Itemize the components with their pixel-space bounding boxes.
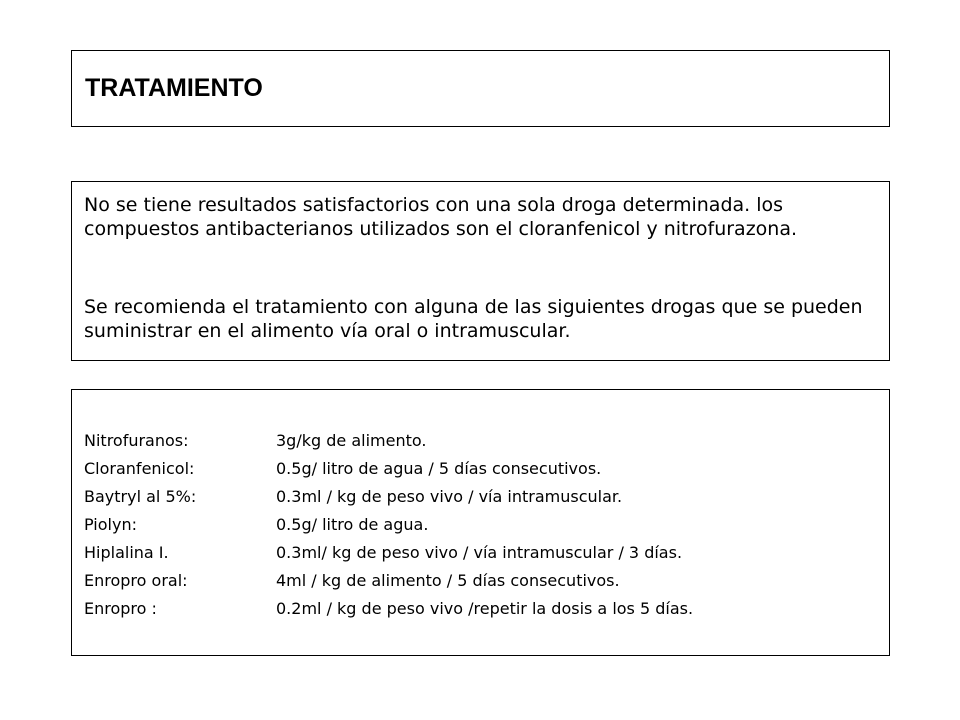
drug-row [84, 567, 882, 595]
drug-name: Baytryl al 5%: [84, 487, 197, 506]
description-paragraph-1: No se tiene resultados satisfactorios con una sola droga determinada. los compuestos antibacterianos utilizados son el cloranfenicol y nitrofurazona. [84, 194, 798, 240]
drug-row [84, 427, 882, 455]
drug-row [84, 511, 882, 539]
drug-row [84, 539, 882, 567]
drug-name: Nitrofuranos: [84, 431, 189, 450]
description-paragraph-2: Se recomienda el tratamiento con alguna de las siguientes drogas que se pueden suministrar en el alimento vía oral o intramuscular. [84, 296, 863, 342]
drug-dose: 3g/kg de alimento. [276, 431, 427, 450]
drug-dose: 0.5g/ litro de agua. [276, 515, 429, 534]
drug-row [84, 595, 882, 623]
drug-dose: 4ml / kg de alimento / 5 días consecutivos. [276, 571, 620, 590]
drug-row [84, 455, 882, 483]
description-box [71, 181, 890, 361]
page-title: TRATAMIENTO [85, 74, 263, 102]
drug-name: Enropro : [84, 599, 157, 618]
drug-dose: 0.5g/ litro de agua / 5 días consecutivos. [276, 459, 602, 478]
drug-dosage-box [71, 389, 890, 656]
drug-dose: 0.2ml / kg de peso vivo /repetir la dosis a los 5 días. [276, 599, 694, 618]
drug-name: Piolyn: [84, 515, 137, 534]
drug-name: Hiplalina I. [84, 543, 169, 562]
drug-name: Enropro oral: [84, 571, 188, 590]
drug-dose: 0.3ml / kg de peso vivo / vía intramuscular. [276, 487, 623, 506]
drug-row [84, 483, 882, 511]
drug-dose: 0.3ml/ kg de peso vivo / vía intramuscular / 3 días. [276, 543, 683, 562]
drug-list [84, 427, 882, 623]
title-box [71, 50, 890, 127]
drug-name: Cloranfenicol: [84, 459, 195, 478]
